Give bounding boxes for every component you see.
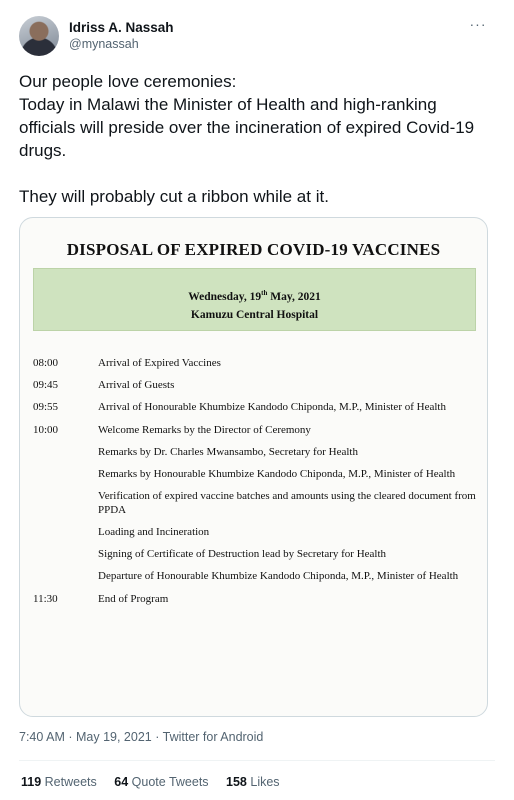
author-handle[interactable]: @mynassah — [69, 37, 139, 51]
schedule-row — [33, 569, 478, 583]
attached-image[interactable] — [19, 217, 488, 717]
schedule-row — [33, 467, 478, 481]
tweet-line: Our people love ceremonies: — [19, 72, 237, 91]
tweet-text — [19, 70, 495, 208]
schedule-row — [33, 378, 478, 392]
document-banner — [33, 268, 476, 331]
document-title: DISPOSAL OF EXPIRED COVID-19 VACCINES — [66, 240, 441, 259]
schedule-time: 09:55 — [33, 401, 59, 413]
schedule-row — [33, 400, 478, 414]
likes-count: 158 — [226, 775, 247, 789]
author-name[interactable]: Idriss A. Nassah — [69, 20, 174, 35]
retweets-link[interactable] — [21, 775, 97, 789]
schedule-row — [33, 592, 478, 606]
separator: · — [64, 730, 76, 744]
schedule-time: 10:00 — [33, 424, 59, 436]
schedule-desc: Arrival of Expired Vaccines — [98, 357, 221, 369]
retweets-count: 119 — [21, 775, 42, 789]
tweet-date[interactable]: May 19, 2021 — [75, 730, 152, 744]
more-options-icon[interactable]: ··· — [469, 16, 487, 32]
tweet-metadata — [19, 730, 263, 744]
retweets-label: Retweets — [44, 775, 97, 789]
schedule-desc: Departure of Honourable Khumbize Kandodo Chiponda, M.P., Minister of Health — [98, 570, 459, 582]
schedule-row — [33, 445, 478, 459]
engagement-stats — [21, 775, 294, 789]
divider — [19, 760, 495, 761]
quote-tweets-link[interactable] — [114, 775, 208, 789]
tweet-line: They will probably cut a ribbon while at it. — [19, 187, 329, 206]
schedule-time: 11:30 — [33, 593, 58, 605]
schedule-row — [33, 525, 478, 539]
likes-link[interactable] — [226, 775, 280, 789]
schedule-row — [33, 356, 478, 370]
schedule-desc: Verification of expired vaccine batches and amounts using the cleared document from PPDA — [98, 490, 476, 516]
document-date: Wednesday, 19th May, 2021 — [188, 289, 321, 303]
schedule-row — [33, 547, 478, 561]
tweet-line: Today in Malawi the Minister of Health and high-ranking officials will preside over the incineration of expired Covid-19 drugs. — [19, 95, 479, 160]
avatar[interactable] — [19, 16, 59, 56]
document-venue: Kamuzu Central Hospital — [190, 309, 319, 321]
separator: · — [151, 730, 163, 744]
schedule-desc: Arrival of Guests — [98, 379, 175, 391]
schedule-desc: Signing of Certificate of Destruction lead by Secretary for Health — [98, 548, 387, 560]
schedule-list — [33, 356, 478, 606]
schedule-time: 09:45 — [33, 379, 59, 391]
tweet-time[interactable]: 7:40 AM — [19, 730, 65, 744]
schedule-time: 08:00 — [33, 357, 59, 369]
schedule-row — [33, 423, 478, 437]
schedule-desc: Remarks by Honourable Khumbize Kandodo Chiponda, M.P., Minister of Health — [98, 468, 456, 480]
tweet-header — [19, 16, 495, 60]
schedule-desc: End of Program — [98, 593, 169, 605]
schedule-desc: Arrival of Honourable Khumbize Kandodo Chiponda, M.P., Minister of Health — [98, 401, 446, 413]
schedule-desc: Welcome Remarks by the Director of Ceremony — [98, 424, 311, 436]
schedule-desc: Remarks by Dr. Charles Mwansambo, Secretary for Health — [98, 446, 358, 458]
likes-label: Likes — [250, 775, 280, 789]
quotes-count: 64 — [114, 775, 129, 789]
schedule-desc: Loading and Incineration — [98, 526, 210, 538]
schedule-row — [33, 489, 478, 517]
tweet-client[interactable]: Twitter for Android — [162, 730, 264, 744]
quotes-label: Quote Tweets — [131, 775, 209, 789]
